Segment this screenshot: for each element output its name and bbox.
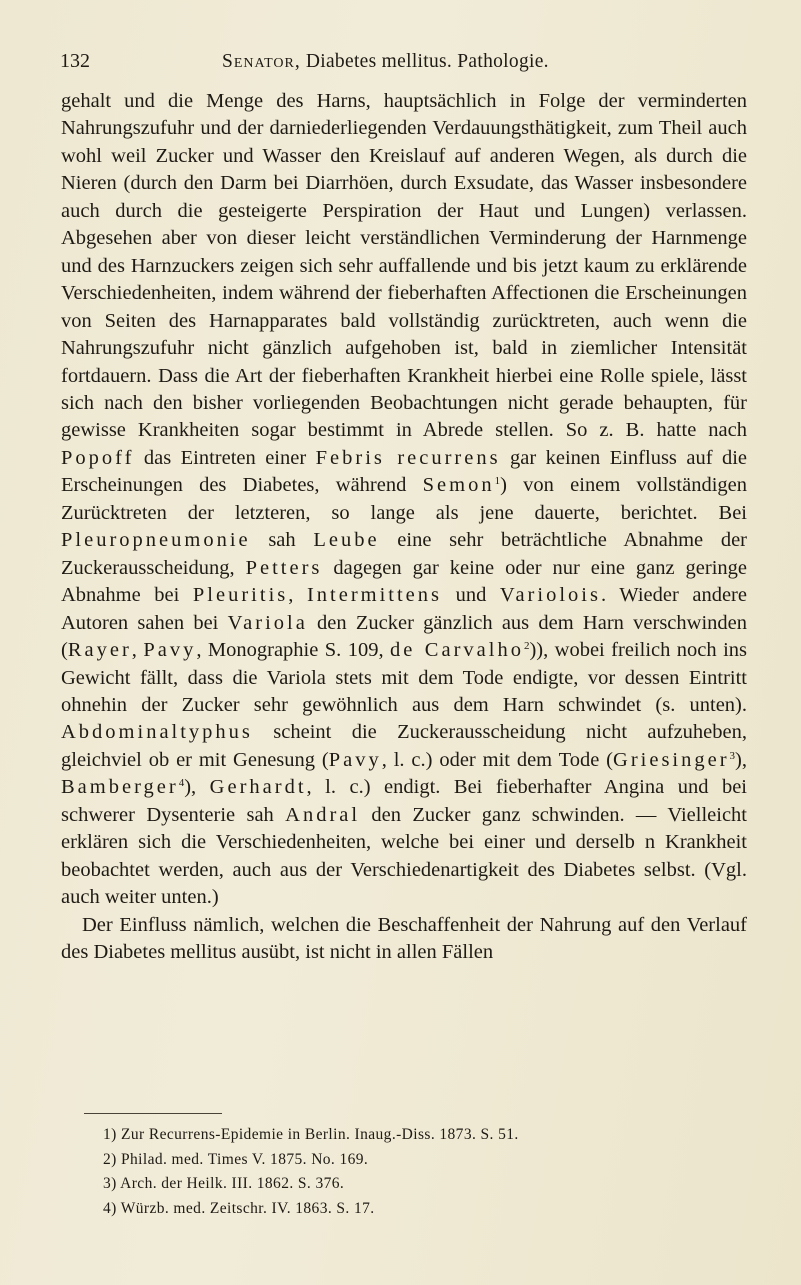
disease-name: Variola <box>227 611 308 634</box>
author-name: de Carvalho <box>390 639 524 662</box>
running-title <box>222 51 549 73</box>
author-name: Petters <box>245 556 323 579</box>
footnote-3: 3) Arch. der Heilk. III. 1862. S. 376. <box>103 1175 345 1192</box>
author-name: Andral <box>285 803 361 826</box>
footnote-2: 2) Philad. med. Times V. 1875. No. 169. <box>103 1150 369 1168</box>
author-name: Pavy <box>328 748 382 771</box>
footnote-ref: 3 <box>729 749 736 762</box>
disease-name: Abdominaltyphus <box>61 721 253 744</box>
disease-name: Intermittens <box>306 584 443 607</box>
running-header <box>60 50 750 80</box>
footnote-1: 1) Zur Recurrens-Epidemie in Berlin. Inaug.-Diss. 1873. S. 51. <box>103 1126 519 1143</box>
paragraph-2: Der Einfluss nämlich, welchen die Beschaffenheit der Nahrung auf den Verlauf des Diabetes mellitus ausübt, ist nicht in allen Fällen <box>61 913 747 964</box>
disease-name: Pleuropneumonie <box>61 529 251 552</box>
paragraph-1: gehalt und die Menge des Harns, hauptsächlich in Folge der verminderten Nahrungszufuhr und der darniederliegenden Verdauungsthätigkeit, zum Theil auch wohl weil Zucker und Wasser den Kreislauf auf anderen Wegen, als durch die Nieren (durch den Darm bei Diarrhöen, durch Exsudate, das Wasser insbesondere auch durch die gesteigerte Perspiration der Haut und Lungen) verlassen. Abgesehen aber von dieser leicht verständlichen Verminderung der Harnmenge und des Harnzuckers zeigen sich sehr auffallende und bis jetzt kaum zu erklärende Verschiedenheiten, indem während der fieberhaften Affectionen die Erscheinungen von Seiten des Harnapparates bald vollständig zurücktreten, auch wenn die Nahrungszufuhr nicht gänzlich aufgehoben ist, bald in ziemlicher Intensität fortdauern. Dass die Art der fieberhaften Krankheit hierbei eine Rolle spiele, lässt sich nach den bisher vorliegenden Beobachtungen nicht gerade behaupten, für gewisse Krankheiten sogar bestimmt in Abrede stellen. So z. B. hatte nach Popoff das Eintreten einer Febris recurrens gar keinen Einfluss auf die Erscheinungen des Diabetes, während Semon$^1$) von einem vollständigen Zurücktreten der letzteren, so lange als jene dauerte, berichtet. Bei Pleuropneumonie sah Leube eine sehr beträchtliche Abnahme der Zuckerausscheidung, Petters dagegen gar keine oder nur eine ganz geringe Abnahme bei Pleuritis, Intermittens und Variolois. Wieder andere Autoren sahen bei Variola den Zucker gänzlich aus dem Harn verschwinden (Rayer, Pavy, Monographie S. 109, de Carvalho$^2$)), wobei freilich noch ins Gewicht fällt, dass die Variola stets mit dem Tode endigte, vor dessen Eintritt ohnehin der Zucker sehr gewöhnlich aus dem Harn schwindet (s. unten). Abdominaltyphus scheint die Zuckerausscheidung nicht aufzuheben, gleichviel ob er mit Genesung (Pavy, l. c.) oder mit dem Tode (Griesinger$^3$), Bamberger$^4$), Gerhardt, l. c.) endigt. Bei fieberhafter Angina und bei schwerer Dysenterie sah Andral den Zucker ganz schwinden. — Vielleicht erklären sich die Verschiedenheiten, welche bei einer und derselb n Krankheit beobachtet werden, auch aus der Verschiedenartigkeit des Diabetes selbst. (Vgl. auch weiter unten.) <box>61 90 748 909</box>
author-name: Leube <box>313 529 380 552</box>
author-name: Gerhardt <box>209 776 307 799</box>
footnote-divider <box>84 1113 222 1114</box>
author-name: Bamberger <box>61 776 179 799</box>
footnote-ref: 2 <box>523 640 530 653</box>
author-name: Griesinger <box>613 748 730 771</box>
footnote-ref: 4 <box>178 777 185 790</box>
author-name: Semon <box>422 474 495 497</box>
page-number: 132 <box>60 50 90 72</box>
disease-name: Febris recurrens <box>315 446 501 469</box>
author-name: Popoff <box>61 446 135 469</box>
footnote-ref: 1 <box>494 475 501 488</box>
disease-name: Variolois <box>499 584 601 607</box>
footnote-4: 4) Würzb. med. Zeitschr. IV. 1863. S. 17. <box>103 1199 375 1217</box>
running-title-author: Senator, <box>222 51 301 72</box>
author-name: Rayer <box>67 639 132 662</box>
running-title-subject: Diabetes mellitus. Pathologie. <box>300 51 549 72</box>
author-name: Pavy <box>143 639 197 662</box>
disease-name: Pleuritis <box>192 584 289 607</box>
footnotes <box>103 1123 743 1221</box>
body-text <box>61 88 747 967</box>
